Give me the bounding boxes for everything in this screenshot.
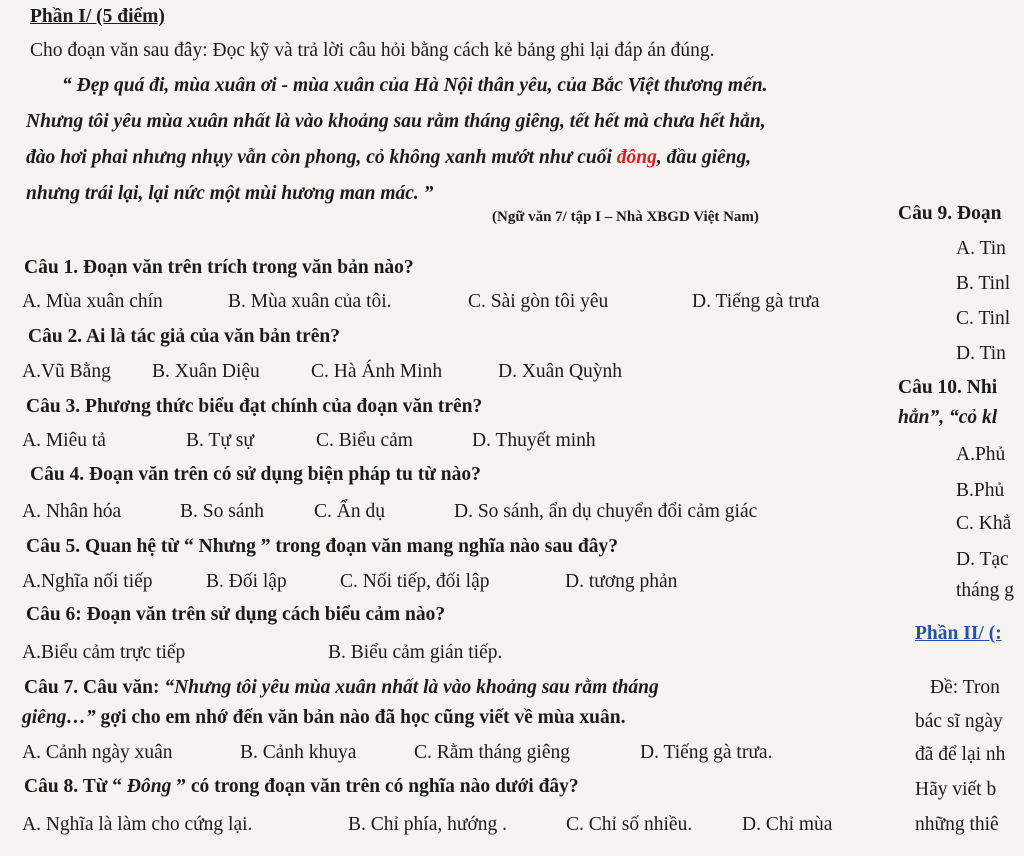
- q4-option-c[interactable]: C. Ẩn dụ: [314, 501, 385, 522]
- q3-option-d[interactable]: D. Thuyết minh: [472, 430, 596, 451]
- passage-line-3: [26, 148, 751, 168]
- q10-option-a[interactable]: A.Phủ: [956, 444, 1006, 465]
- q8-label: Câu 8. Từ “: [24, 776, 127, 797]
- q8-option-c[interactable]: C. Chỉ số nhiều.: [566, 814, 693, 835]
- q4-option-a[interactable]: A. Nhân hóa: [22, 501, 122, 522]
- passage-line-3-end: , đầu giêng,: [656, 147, 752, 168]
- q3-option-c[interactable]: C. Biểu cảm: [316, 430, 413, 451]
- q8-word: Đông: [126, 776, 172, 797]
- q4-option-d[interactable]: D. So sánh, ẩn dụ chuyển đổi cảm giác: [454, 501, 758, 522]
- question-6: Câu 6: Đoạn văn trên sử dụng cách biểu cảm nào?: [26, 604, 446, 625]
- q8-question-text: ” có trong đoạn văn trên có nghĩa nào dưới đây?: [171, 776, 579, 797]
- q4-option-b[interactable]: B. So sánh: [180, 501, 264, 522]
- q2-option-b[interactable]: B. Xuân Diệu: [152, 361, 260, 382]
- q2-option-c[interactable]: C. Hà Ánh Minh: [311, 361, 443, 382]
- q6-option-b[interactable]: B. Biểu cảm gián tiếp.: [328, 642, 503, 663]
- q7-quote-end: giêng…”: [22, 707, 96, 728]
- q8-option-b[interactable]: B. Chỉ phía, hướng .: [348, 814, 508, 835]
- q8-option-a[interactable]: A. Nghĩa là làm cho cứng lại.: [22, 814, 253, 835]
- part2-line-3: đã để lại nh: [915, 744, 1006, 765]
- passage-source: (Ngữ văn 7/ tập I – Nhà XBGD Việt Nam): [492, 209, 759, 225]
- passage-line-4: nhưng trái lại, lại nức một mùi hương man mác. ”: [26, 183, 434, 204]
- q7-label: Câu 7. Câu văn:: [24, 677, 165, 698]
- q6-option-a[interactable]: A.Biểu cảm trực tiếp: [22, 642, 186, 663]
- q7-option-c[interactable]: C. Rằm tháng giêng: [414, 742, 570, 763]
- part2-line-1: Đề: Tron: [930, 677, 1000, 698]
- part2-line-5: những thiê: [915, 814, 999, 835]
- q2-option-a[interactable]: A.Vũ Bằng: [22, 361, 111, 382]
- q5-option-b[interactable]: B. Đối lập: [206, 571, 287, 592]
- q7-option-a[interactable]: A. Cảnh ngày xuân: [22, 742, 173, 763]
- question-7: [24, 678, 659, 698]
- question-3: Câu 3. Phương thức biểu đạt chính của đoạn văn trên?: [26, 396, 483, 417]
- q8-option-d[interactable]: D. Chỉ mùa: [742, 814, 833, 835]
- question-10: Câu 10. Nhi: [898, 377, 998, 398]
- passage-line-2: Nhưng tôi yêu mùa xuân nhất là vào khoảng sau rằm tháng giêng, tết hết mà chưa hết hẳn,: [26, 111, 766, 132]
- q1-option-c[interactable]: C. Sài gòn tôi yêu: [468, 291, 609, 312]
- q10-option-b[interactable]: B.Phủ: [956, 480, 1005, 501]
- question-10-line-2: hẳn”, “cỏ kl: [898, 407, 998, 428]
- part2-heading: Phần II/ (:: [915, 623, 1002, 644]
- part2-line-2: bác sĩ ngày: [915, 711, 1003, 732]
- question-2: Câu 2. Ai là tác giả của văn bản trên?: [28, 326, 341, 347]
- part2-line-4: Hãy viết b: [915, 779, 997, 800]
- q3-option-b[interactable]: B. Tự sự: [186, 430, 254, 451]
- q5-option-a[interactable]: A.Nghĩa nối tiếp: [22, 571, 153, 592]
- question-5: Câu 5. Quan hệ từ “ Nhưng ” trong đoạn văn mang nghĩa nào sau đây?: [26, 536, 618, 557]
- q5-option-c[interactable]: C. Nối tiếp, đối lập: [340, 571, 490, 592]
- question-4: Câu 4. Đoạn văn trên có sử dụng biện pháp tu từ nào?: [30, 464, 481, 485]
- question-1: Câu 1. Đoạn văn trên trích trong văn bản nào?: [24, 257, 414, 278]
- q9-option-a[interactable]: A. Tin: [956, 238, 1006, 259]
- instruction: Cho đoạn văn sau đây: Đọc kỹ và trả lời câu hỏi bằng cách kẻ bảng ghi lại đáp án đúng.: [30, 40, 715, 61]
- q10-option-d-continued: tháng g: [956, 580, 1014, 601]
- q7-option-b[interactable]: B. Cảnh khuya: [240, 742, 357, 763]
- question-8: [24, 777, 579, 797]
- q7-option-d[interactable]: D. Tiếng gà trưa.: [640, 742, 773, 763]
- q7-question-text: gợi cho em nhớ đến văn bản nào đã học cũng viết về mùa xuân.: [95, 707, 626, 728]
- q2-option-d[interactable]: D. Xuân Quỳnh: [498, 361, 623, 382]
- q5-option-d[interactable]: D. tương phản: [565, 571, 678, 592]
- q10-option-c[interactable]: C. Khẳ: [956, 513, 1012, 534]
- q1-option-d[interactable]: D. Tiếng gà trưa: [692, 291, 820, 312]
- highlighted-word: đông: [616, 147, 657, 168]
- q10-option-d[interactable]: D. Tạc: [956, 549, 1009, 570]
- question-7-line-2: [22, 708, 625, 728]
- q9-option-c[interactable]: C. Tinl: [956, 308, 1011, 329]
- q7-quote: “Nhưng tôi yêu mùa xuân nhất là vào khoảng sau rằm tháng: [164, 677, 659, 698]
- part1-heading: Phần I/ (5 điểm): [30, 6, 165, 27]
- q9-option-d[interactable]: D. Tin: [956, 343, 1006, 364]
- question-9: Câu 9. Đoạn: [898, 203, 1002, 224]
- q9-option-b[interactable]: B. Tinl: [956, 273, 1011, 294]
- q1-option-a[interactable]: A. Mùa xuân chín: [22, 291, 163, 312]
- q3-option-a[interactable]: A. Miêu tả: [22, 430, 106, 451]
- passage-line-1: “ Đẹp quá đi, mùa xuân ơi - mùa xuân của Hà Nội thân yêu, của Bắc Việt thương mến.: [62, 75, 768, 96]
- q1-option-b[interactable]: B. Mùa xuân của tôi.: [228, 291, 392, 312]
- passage-line-3-text: đào hơi phai nhưng nhụy vẫn còn phong, cỏ không xanh mướt như cuối: [26, 147, 617, 168]
